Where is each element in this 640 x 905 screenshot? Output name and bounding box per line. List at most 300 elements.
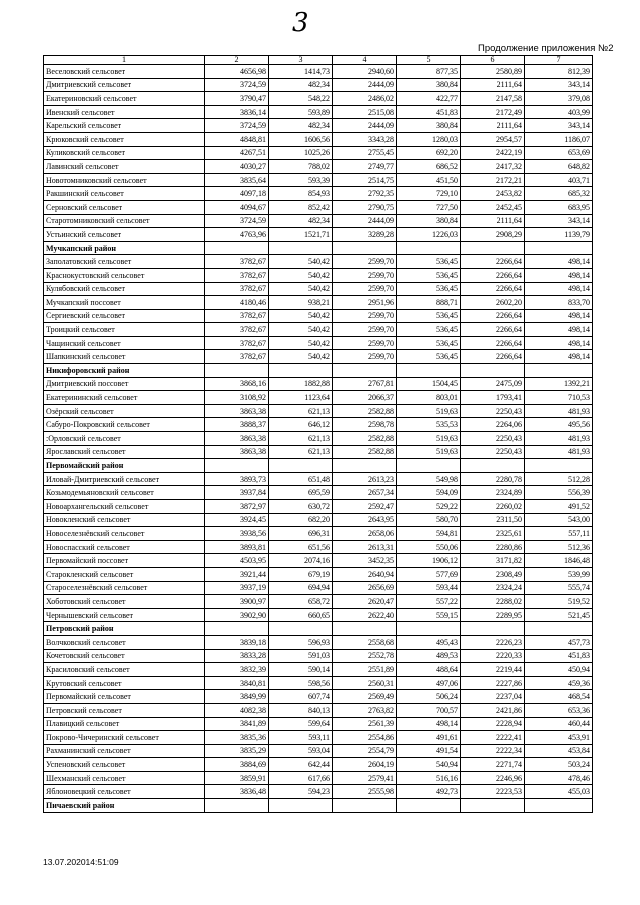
value-cell: 422,77 xyxy=(397,92,461,106)
value-cell: 498,14 xyxy=(525,336,593,350)
value-cell: 2554,79 xyxy=(333,744,397,758)
value-cell: 2222,41 xyxy=(461,731,525,745)
settlement-name: Серновский сельсовет xyxy=(44,200,205,214)
settlement-name: Козьмодемьяновский сельсовет xyxy=(44,486,205,500)
value-cell: 3863,38 xyxy=(205,432,269,446)
value-cell xyxy=(205,241,269,255)
value-cell: 2555,98 xyxy=(333,785,397,799)
value-cell: 2640,94 xyxy=(333,567,397,581)
table-row xyxy=(44,635,593,649)
value-cell: 555,74 xyxy=(525,581,593,595)
value-cell: 559,15 xyxy=(397,608,461,622)
table-row xyxy=(44,391,593,405)
table-row xyxy=(44,404,593,418)
settlement-name: Шехманский сельсовет xyxy=(44,771,205,785)
value-cell: 3938,56 xyxy=(205,527,269,541)
value-cell: 2311,50 xyxy=(461,513,525,527)
value-cell: 1025,26 xyxy=(269,146,333,160)
table-row xyxy=(44,785,593,799)
settlement-name: Новоархангельский сельсовет xyxy=(44,500,205,514)
value-cell xyxy=(397,241,461,255)
value-cell: 451,83 xyxy=(525,649,593,663)
value-cell: 685,32 xyxy=(525,187,593,201)
value-cell xyxy=(525,799,593,813)
value-cell: 2514,75 xyxy=(333,173,397,187)
settlement-name: Устьинский сельсовет xyxy=(44,228,205,242)
value-cell: 2325,61 xyxy=(461,527,525,541)
value-cell: 489,53 xyxy=(397,649,461,663)
settlement-name: Красиловский сельсовет xyxy=(44,663,205,677)
value-cell: 4094,67 xyxy=(205,200,269,214)
value-cell: 4180,46 xyxy=(205,296,269,310)
value-cell: 4763,96 xyxy=(205,228,269,242)
table-row xyxy=(44,132,593,146)
value-cell: 540,42 xyxy=(269,282,333,296)
value-cell: 593,89 xyxy=(269,105,333,119)
value-cell: 3782,67 xyxy=(205,282,269,296)
table-row xyxy=(44,377,593,391)
settlement-name: Покрово-Чичеринский сельсовет xyxy=(44,731,205,745)
value-cell: 2908,29 xyxy=(461,228,525,242)
value-cell: 3868,16 xyxy=(205,377,269,391)
value-cell: 938,21 xyxy=(269,296,333,310)
value-cell: 1906,12 xyxy=(397,554,461,568)
value-cell: 3832,39 xyxy=(205,663,269,677)
value-cell xyxy=(397,622,461,636)
value-cell: 2453,82 xyxy=(461,187,525,201)
column-header: 6 xyxy=(461,56,525,65)
value-cell: 686,52 xyxy=(397,160,461,174)
value-cell: 3833,28 xyxy=(205,649,269,663)
value-cell: 593,11 xyxy=(269,731,333,745)
value-cell: 2223,53 xyxy=(461,785,525,799)
value-cell: 498,14 xyxy=(525,350,593,364)
table-row xyxy=(44,758,593,772)
value-cell: 540,42 xyxy=(269,255,333,269)
value-cell: 1521,71 xyxy=(269,228,333,242)
value-cell: 535,53 xyxy=(397,418,461,432)
value-cell: 1882,88 xyxy=(269,377,333,391)
table-row xyxy=(44,200,593,214)
value-cell: 3836,14 xyxy=(205,105,269,119)
value-cell: 536,45 xyxy=(397,336,461,350)
value-cell: 403,71 xyxy=(525,173,593,187)
column-header: 5 xyxy=(397,56,461,65)
value-cell: 481,93 xyxy=(525,404,593,418)
value-cell xyxy=(397,364,461,378)
value-cell: 491,54 xyxy=(397,744,461,758)
settlement-name: Кулябовский сельсовет xyxy=(44,282,205,296)
settlement-name: Иловай-Дмитриевский сельсовет xyxy=(44,472,205,486)
value-cell: 1793,41 xyxy=(461,391,525,405)
district-row xyxy=(44,364,593,378)
value-cell: 453,91 xyxy=(525,731,593,745)
value-cell: 529,22 xyxy=(397,500,461,514)
value-cell: 1392,21 xyxy=(525,377,593,391)
value-cell: 1414,73 xyxy=(269,65,333,79)
value-cell: 516,16 xyxy=(397,771,461,785)
value-cell: 491,52 xyxy=(525,500,593,514)
column-header: 2 xyxy=(205,56,269,65)
value-cell: 519,63 xyxy=(397,432,461,446)
value-cell: 536,45 xyxy=(397,282,461,296)
value-cell: 694,94 xyxy=(269,581,333,595)
value-cell: 550,06 xyxy=(397,540,461,554)
settlement-name: Краснокустовский сельсовет xyxy=(44,268,205,282)
value-cell: 536,45 xyxy=(397,268,461,282)
value-cell: 3884,69 xyxy=(205,758,269,772)
value-cell: 2755,45 xyxy=(333,146,397,160)
value-cell: 2266,64 xyxy=(461,350,525,364)
value-cell: 4503,95 xyxy=(205,554,269,568)
value-cell xyxy=(205,364,269,378)
value-cell: 2792,35 xyxy=(333,187,397,201)
table-row xyxy=(44,432,593,446)
value-cell: 460,44 xyxy=(525,717,593,731)
value-cell: 3937,84 xyxy=(205,486,269,500)
table-row xyxy=(44,228,593,242)
value-cell: 2417,32 xyxy=(461,160,525,174)
value-cell: 2613,23 xyxy=(333,472,397,486)
value-cell: 3840,81 xyxy=(205,676,269,690)
value-cell xyxy=(333,364,397,378)
value-cell: 593,04 xyxy=(269,744,333,758)
value-cell: 539,99 xyxy=(525,567,593,581)
value-cell: 491,61 xyxy=(397,731,461,745)
value-cell: 2280,78 xyxy=(461,472,525,486)
value-cell: 2599,70 xyxy=(333,323,397,337)
settlement-name: Новокленский сельсовет xyxy=(44,513,205,527)
value-cell xyxy=(205,459,269,473)
value-cell: 2250,43 xyxy=(461,404,525,418)
value-cell: 2604,19 xyxy=(333,758,397,772)
value-cell: 2599,70 xyxy=(333,282,397,296)
value-cell: 2266,64 xyxy=(461,282,525,296)
value-cell: 2658,06 xyxy=(333,527,397,541)
district-row xyxy=(44,241,593,255)
value-cell: 519,63 xyxy=(397,404,461,418)
district-row xyxy=(44,622,593,636)
table-row xyxy=(44,255,593,269)
table-row xyxy=(44,78,593,92)
value-cell: 3782,67 xyxy=(205,268,269,282)
value-cell: 521,45 xyxy=(525,608,593,622)
value-cell: 696,31 xyxy=(269,527,333,541)
table-row xyxy=(44,323,593,337)
value-cell: 2767,81 xyxy=(333,377,397,391)
settlement-name: Первомайский сельсовет xyxy=(44,690,205,704)
settlement-name: Чащинский сельсовет xyxy=(44,336,205,350)
value-cell xyxy=(525,622,593,636)
value-cell: 468,54 xyxy=(525,690,593,704)
value-cell: 1226,03 xyxy=(397,228,461,242)
value-cell: 2246,96 xyxy=(461,771,525,785)
value-cell: 2560,31 xyxy=(333,676,397,690)
value-cell: 3835,29 xyxy=(205,744,269,758)
value-cell: 512,28 xyxy=(525,472,593,486)
value-cell: 4656,98 xyxy=(205,65,269,79)
table-row xyxy=(44,663,593,677)
table-row xyxy=(44,268,593,282)
value-cell: 557,11 xyxy=(525,527,593,541)
settlement-name: Успеновский сельсовет xyxy=(44,758,205,772)
value-cell: 2237,04 xyxy=(461,690,525,704)
value-cell: 2147,58 xyxy=(461,92,525,106)
value-cell: 2444,09 xyxy=(333,78,397,92)
value-cell: 2622,40 xyxy=(333,608,397,622)
settlement-name: Карельский сельсовет xyxy=(44,119,205,133)
column-header: 4 xyxy=(333,56,397,65)
value-cell: 506,24 xyxy=(397,690,461,704)
value-cell: 888,71 xyxy=(397,296,461,310)
district-name: Никифоровский район xyxy=(44,364,205,378)
table-row xyxy=(44,717,593,731)
value-cell: 380,84 xyxy=(397,119,461,133)
settlement-name: Плавицкий сельсовет xyxy=(44,717,205,731)
value-cell: 2763,82 xyxy=(333,703,397,717)
value-cell: 519,63 xyxy=(397,445,461,459)
value-cell: 2266,64 xyxy=(461,336,525,350)
district-row xyxy=(44,799,593,813)
value-cell: 481,93 xyxy=(525,445,593,459)
value-cell: 679,19 xyxy=(269,567,333,581)
table-row xyxy=(44,527,593,541)
value-cell: 2475,09 xyxy=(461,377,525,391)
value-cell: 2444,09 xyxy=(333,119,397,133)
value-cell: 3924,45 xyxy=(205,513,269,527)
value-cell: 403,99 xyxy=(525,105,593,119)
table-row xyxy=(44,418,593,432)
settlement-name: Сабуро-Покровский сельсовет xyxy=(44,418,205,432)
value-cell: 540,94 xyxy=(397,758,461,772)
value-cell: 2613,31 xyxy=(333,540,397,554)
value-cell: 617,66 xyxy=(269,771,333,785)
value-cell: 3835,64 xyxy=(205,173,269,187)
value-cell: 2580,89 xyxy=(461,65,525,79)
value-cell: 450,94 xyxy=(525,663,593,677)
value-cell: 495,43 xyxy=(397,635,461,649)
value-cell: 2227,86 xyxy=(461,676,525,690)
value-cell xyxy=(461,459,525,473)
value-cell: 2599,70 xyxy=(333,268,397,282)
value-cell: 3782,67 xyxy=(205,350,269,364)
appendix-caption: Продолжение приложения №2 xyxy=(478,43,614,54)
value-cell: 1606,56 xyxy=(269,132,333,146)
settlement-name: Озёрский сельсовет xyxy=(44,404,205,418)
value-cell: 481,93 xyxy=(525,432,593,446)
value-cell: 3782,67 xyxy=(205,255,269,269)
value-cell xyxy=(397,799,461,813)
value-cell: 497,06 xyxy=(397,676,461,690)
table-row xyxy=(44,160,593,174)
value-cell: 2228,94 xyxy=(461,717,525,731)
settlement-name: Чернышевский сельсовет xyxy=(44,608,205,622)
table-row xyxy=(44,187,593,201)
value-cell: 557,22 xyxy=(397,595,461,609)
settlement-name: Ярославский сельсовет xyxy=(44,445,205,459)
value-cell: 2749,77 xyxy=(333,160,397,174)
value-cell: 2266,64 xyxy=(461,268,525,282)
value-cell: 482,34 xyxy=(269,119,333,133)
table-row xyxy=(44,649,593,663)
table-row xyxy=(44,595,593,609)
value-cell xyxy=(333,241,397,255)
value-cell: 621,13 xyxy=(269,432,333,446)
value-cell: 2486,02 xyxy=(333,92,397,106)
value-cell: 543,00 xyxy=(525,513,593,527)
table-row xyxy=(44,119,593,133)
value-cell: 2172,49 xyxy=(461,105,525,119)
value-cell xyxy=(269,799,333,813)
settlement-name: Первомайский поссовет xyxy=(44,554,205,568)
value-cell: 660,65 xyxy=(269,608,333,622)
table-row xyxy=(44,214,593,228)
value-cell: 451,83 xyxy=(397,105,461,119)
value-cell: 2219,44 xyxy=(461,663,525,677)
value-cell: 540,42 xyxy=(269,350,333,364)
value-cell: 3790,47 xyxy=(205,92,269,106)
value-cell: 3863,38 xyxy=(205,445,269,459)
value-cell xyxy=(269,241,333,255)
value-cell: 3900,97 xyxy=(205,595,269,609)
value-cell: 2066,37 xyxy=(333,391,397,405)
value-cell xyxy=(205,622,269,636)
value-cell: 3289,28 xyxy=(333,228,397,242)
value-cell: 621,13 xyxy=(269,404,333,418)
value-cell: 594,09 xyxy=(397,486,461,500)
settlement-name: Волчковский сельсовет xyxy=(44,635,205,649)
value-cell: 3835,36 xyxy=(205,731,269,745)
value-cell: 3108,92 xyxy=(205,391,269,405)
settlement-name: Рахманинский сельсовет xyxy=(44,744,205,758)
value-cell: 2954,57 xyxy=(461,132,525,146)
value-cell: 343,14 xyxy=(525,78,593,92)
value-cell: 1139,79 xyxy=(525,228,593,242)
table-row xyxy=(44,581,593,595)
settlement-name: Яблоновецкий сельсовет xyxy=(44,785,205,799)
value-cell: 380,84 xyxy=(397,214,461,228)
settlement-name: :Орловский сельсовет xyxy=(44,432,205,446)
value-cell: 2250,43 xyxy=(461,445,525,459)
value-cell: 3782,67 xyxy=(205,336,269,350)
value-cell: 498,14 xyxy=(525,282,593,296)
settlement-name: Дмитриевский сельсовет xyxy=(44,78,205,92)
district-name: Пичаевский район xyxy=(44,799,205,813)
district-name: Петровский район xyxy=(44,622,205,636)
value-cell: 2599,70 xyxy=(333,255,397,269)
value-cell: 455,03 xyxy=(525,785,593,799)
settlement-name: Троицкий сельсовет xyxy=(44,323,205,337)
value-cell: 459,36 xyxy=(525,676,593,690)
value-cell: 682,20 xyxy=(269,513,333,527)
value-cell: 1280,03 xyxy=(397,132,461,146)
value-cell: 536,45 xyxy=(397,255,461,269)
settlement-name: Ивенский сельсовет xyxy=(44,105,205,119)
column-header: 7 xyxy=(525,56,593,65)
value-cell: 498,14 xyxy=(397,717,461,731)
value-cell: 833,70 xyxy=(525,296,593,310)
table-row xyxy=(44,105,593,119)
settlement-name: Старотомниковский сельсовет xyxy=(44,214,205,228)
table-row xyxy=(44,336,593,350)
value-cell: 594,23 xyxy=(269,785,333,799)
value-cell: 3872,97 xyxy=(205,500,269,514)
value-cell: 812,39 xyxy=(525,65,593,79)
table-row xyxy=(44,65,593,79)
value-cell xyxy=(269,622,333,636)
settlement-name: Новоселезнёвский сельсовет xyxy=(44,527,205,541)
value-cell: 2222,34 xyxy=(461,744,525,758)
settlement-name: Крутовский сельсовет xyxy=(44,676,205,690)
value-cell: 3859,91 xyxy=(205,771,269,785)
value-cell xyxy=(269,459,333,473)
value-cell: 540,42 xyxy=(269,336,333,350)
value-cell: 2940,60 xyxy=(333,65,397,79)
value-cell: 648,82 xyxy=(525,160,593,174)
value-cell: 3343,28 xyxy=(333,132,397,146)
value-cell: 642,44 xyxy=(269,758,333,772)
value-cell xyxy=(269,364,333,378)
value-cell: 3452,35 xyxy=(333,554,397,568)
value-cell: 3893,81 xyxy=(205,540,269,554)
value-cell: 854,93 xyxy=(269,187,333,201)
value-cell: 651,48 xyxy=(269,472,333,486)
column-header: 3 xyxy=(269,56,333,65)
value-cell xyxy=(525,241,593,255)
value-cell: 2599,70 xyxy=(333,309,397,323)
value-cell: 3921,44 xyxy=(205,567,269,581)
value-cell: 3782,67 xyxy=(205,309,269,323)
value-cell: 482,34 xyxy=(269,78,333,92)
value-cell: 2552,78 xyxy=(333,649,397,663)
value-cell: 2598,78 xyxy=(333,418,397,432)
value-cell: 498,14 xyxy=(525,255,593,269)
settlement-name: Екатериновский сельсовет xyxy=(44,92,205,106)
value-cell: 2579,41 xyxy=(333,771,397,785)
value-cell: 3724,59 xyxy=(205,214,269,228)
value-cell: 1504,45 xyxy=(397,377,461,391)
settlement-name: Дмитриевский поссовет xyxy=(44,377,205,391)
value-cell: 710,53 xyxy=(525,391,593,405)
value-cell: 658,72 xyxy=(269,595,333,609)
value-cell: 651,56 xyxy=(269,540,333,554)
value-cell xyxy=(333,622,397,636)
value-cell: 3893,73 xyxy=(205,472,269,486)
value-cell: 548,22 xyxy=(269,92,333,106)
settlement-name: Лавинский сельсовет xyxy=(44,160,205,174)
table-row xyxy=(44,731,593,745)
value-cell: 598,56 xyxy=(269,676,333,690)
value-cell: 630,72 xyxy=(269,500,333,514)
value-cell: 653,36 xyxy=(525,703,593,717)
value-cell: 3849,99 xyxy=(205,690,269,704)
value-cell: 2656,69 xyxy=(333,581,397,595)
value-cell: 1186,07 xyxy=(525,132,593,146)
value-cell: 488,64 xyxy=(397,663,461,677)
value-cell: 2266,64 xyxy=(461,309,525,323)
value-cell: 4267,51 xyxy=(205,146,269,160)
value-cell: 2569,49 xyxy=(333,690,397,704)
settlement-name: Заполатовский сельсовет xyxy=(44,255,205,269)
value-cell xyxy=(461,241,525,255)
table-row xyxy=(44,771,593,785)
value-cell: 2324,89 xyxy=(461,486,525,500)
value-cell: 3863,38 xyxy=(205,404,269,418)
settlement-name: Куликовский сельсовет xyxy=(44,146,205,160)
value-cell: 4030,27 xyxy=(205,160,269,174)
value-cell: 596,93 xyxy=(269,635,333,649)
table-row xyxy=(44,173,593,187)
